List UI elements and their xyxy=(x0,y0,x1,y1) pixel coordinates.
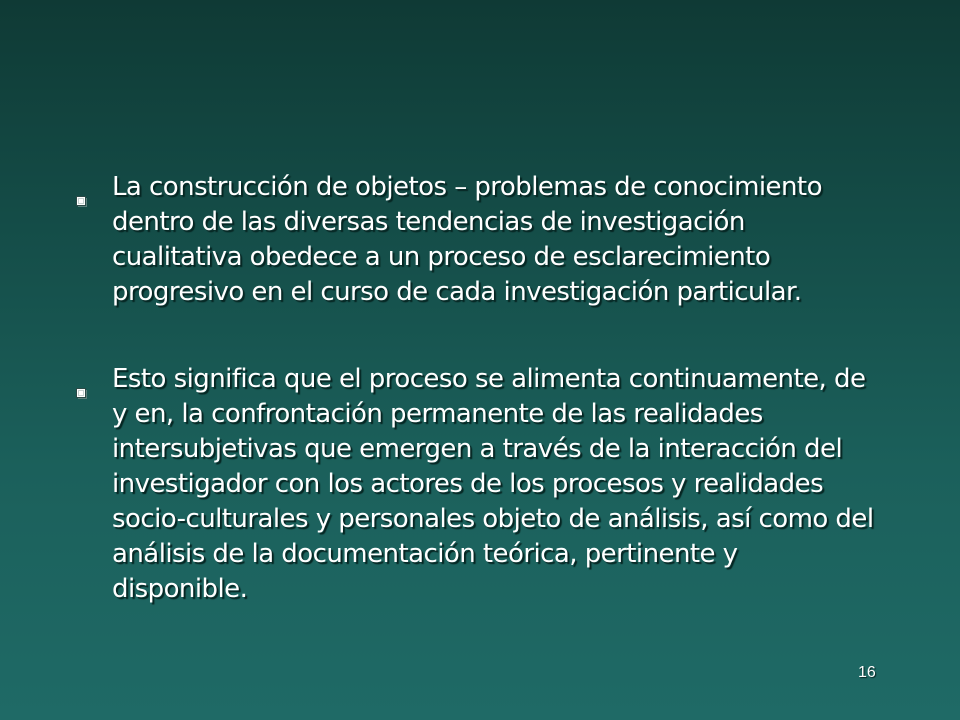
bullet-item xyxy=(76,170,876,310)
square-bullet-icon xyxy=(76,375,88,387)
page-number: 16 xyxy=(858,664,876,681)
bullet-text: La construcción de objetos – problemas de conocimiento dentro de las diversas tendencias de investigación cualitativa obedece a un proceso de esclarecimiento progresivo en el curso de cada investigación particular. xyxy=(112,172,822,307)
square-bullet-icon xyxy=(76,183,88,195)
bullet-text: Esto significa que el proceso se alimenta continuamente, de y en, la confrontación permanente de las realidades intersubjetivas que emergen a través de la interacción del investigador con los actores de los procesos y realidades socio-culturales y personales objeto de análisis, así como del análisis de la documentación teórica, pertinente y disponible. xyxy=(112,364,874,604)
bullet-item xyxy=(76,362,876,607)
bullet-list xyxy=(76,170,876,607)
